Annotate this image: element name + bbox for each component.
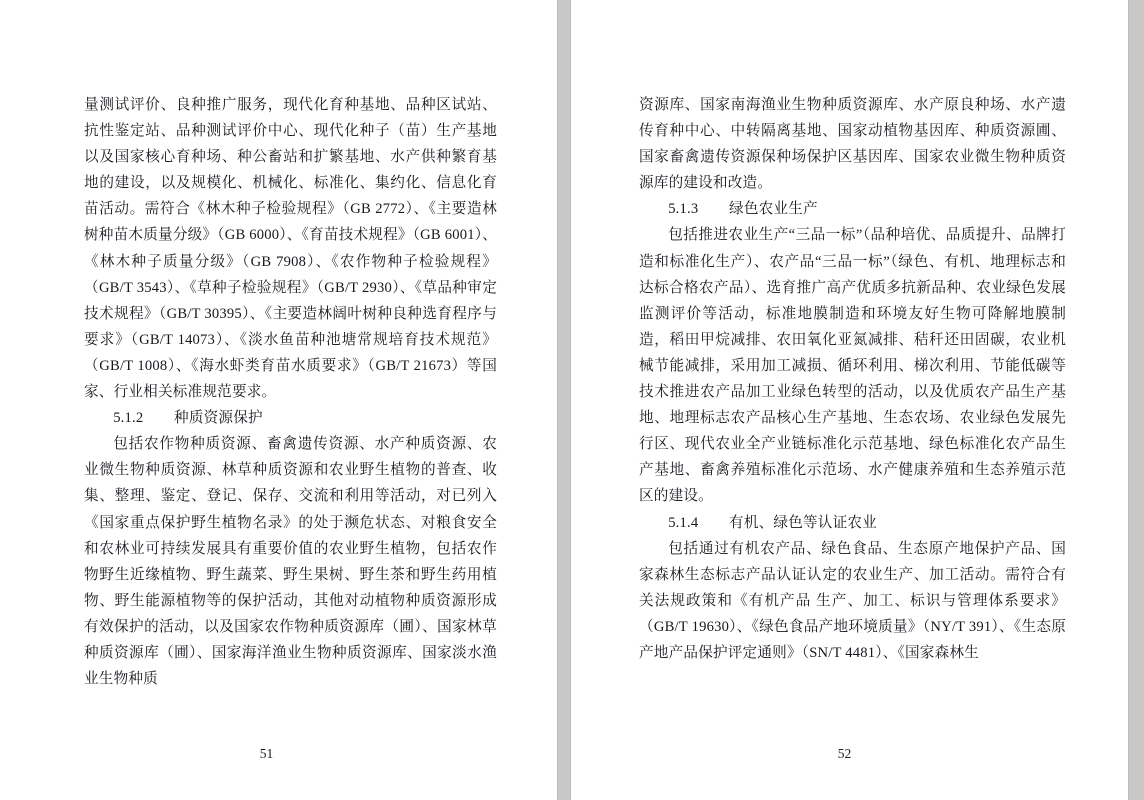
page-51 <box>0 0 557 800</box>
section-number: 5.1.3 <box>668 201 699 218</box>
page-51-text-block <box>84 92 497 740</box>
paragraph: 资源库、国家南海渔业生物种质资源库、水产原良种场、水产遗传育种中心、中转隔离基地、国家动植物基因库、种质资源圃、国家畜禽遗传资源保种场保护区基因库、国家农业微生物种质资源库的建设和改造。 <box>639 97 1066 192</box>
page-52 <box>571 0 1128 800</box>
section-heading <box>639 510 1066 536</box>
section-heading <box>84 405 497 431</box>
section-title: 绿色农业生产 <box>729 201 818 218</box>
paragraph: 包括农作物种质资源、畜禽遗传资源、水产种质资源、农业微生物种质资源、林草种质资源和农业野生植物的普查、收集、整理、鉴定、登记、保存、交流和利用等活动，对已列入《国家重点保护野生植物名录》的处于濒危状态、对粮食安全和农林业可持续发展具有重要价值的农业野生植物，包括农作物野生近缘植物、野生蔬菜、野生果树、野生茶和野生药用植物、野生能源植物等的保护活动，其他对动植物种质资源形成有效保护的活动，以及国家农作物种质资源库（圃）、国家林草种质资源库（圃）、国家海洋渔业生物种质资源库、国家淡水渔业生物种质 <box>84 436 497 688</box>
paragraph: 量测试评价、良种推广服务，现代化育种基地、品种区试站、抗性鉴定站、品种测试评价中心、现代化种子（苗）生产基地以及国家核心育种场、种公畜站和扩繁基地、水产供种繁育基地的建设，以及规模化、机械化、标准化、集约化、信息化育苗活动。需符合《林木种子检验规程》（GB 2772）、《主要造林树种苗木质量分级》（GB 6000）、《育苗技术规程》（GB 6001）、《林木种子质量分级》（GB 7908）、《农作物种子检验规程》（GB/T 3543）、《草种子检验规程》（GB/T 2930）、《草品种审定技术规程》（GB/T 30395）、《主要造林阔叶树种良种选育程序与要求》（GB/T 14073）、《淡水鱼苗种池塘常规培育技术规范》（GB/T 1008）、《海水虾类育苗水质要求》（GB/T 21673）等国家、行业相关标准规范要求。 <box>84 97 497 401</box>
page-52-text-block <box>639 92 1066 740</box>
section-title: 种质资源保护 <box>174 410 263 427</box>
paragraph: 包括推进农业生产“三品一标”（品种培优、品质提升、品牌打造和标准化生产）、农产品“三品一标”（绿色、有机、地理标志和达标合格农产品）、选育推广高产优质多抗新品种、农业绿色发展监测评价等活动，标准地膜制造和环境友好生物可降解地膜制造，稻田甲烷减排、农田氧化亚氮减排、秸秆还田固碳，农业机械节能减排，采用加工减损、循环利用、梯次利用、节能低碳等技术推进农产品加工业绿色转型的活动，以及优质农产品生产基地、地理标志农产品核心生产基地、生态农场、农业绿色发展先行区、现代农业全产业链标准化示范基地、绿色标准化农产品生产基地、畜禽养殖标准化示范场、水产健康养殖和生态养殖示范区的建设。 <box>639 227 1066 505</box>
section-heading <box>639 196 1066 222</box>
page-number: 51 <box>259 746 274 761</box>
section-title: 有机、绿色等认证农业 <box>729 514 877 531</box>
section-number: 5.1.2 <box>113 410 144 427</box>
section-number: 5.1.4 <box>668 514 699 531</box>
paragraph: 包括通过有机农产品、绿色食品、生态原产地保护产品、国家森林生态标志产品认证认定的农业生产、加工活动。需符合有关法规政策和《有机产品 生产、加工、标识与管理体系要求》（GB/T 19630）、《绿色食品产地环境质量》（NY/T 391）、《生态原产地产品保护评定通则》（SN/T 4481）、《国家森林生 <box>639 540 1066 661</box>
page-number: 52 <box>837 746 852 761</box>
